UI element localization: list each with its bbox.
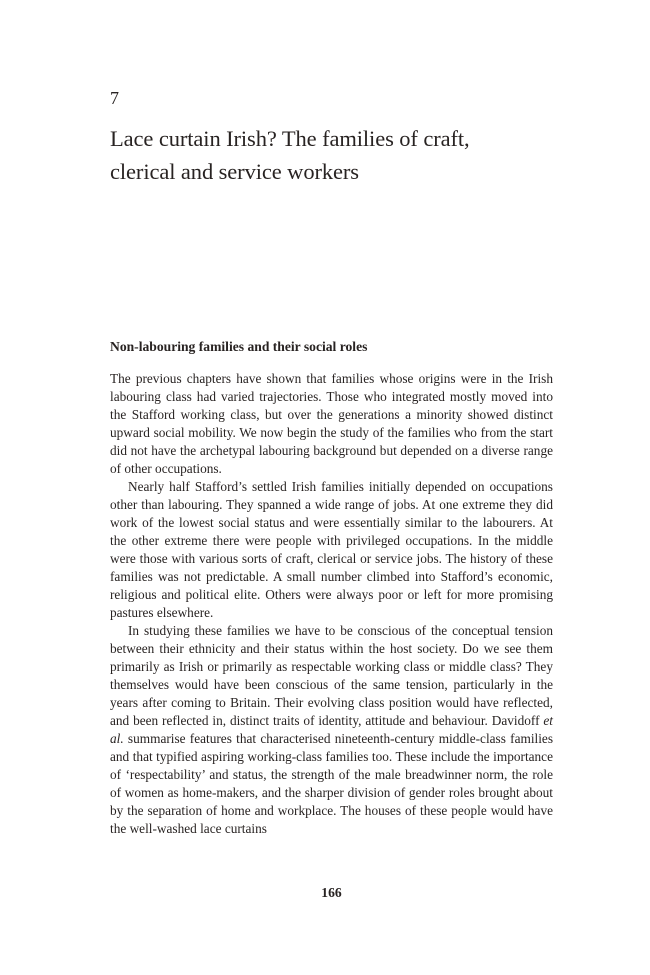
chapter-title <box>110 122 580 188</box>
chapter-title-line-1: Lace curtain Irish? The families of craft, <box>110 126 470 151</box>
paragraph-2: Nearly half Stafford’s settled Irish families initially depended on occupations other than labouring. They spanned a wide range of jobs. At one extreme they did work of the lowest social status and were essentially similar to the labourers. At the other extreme there were people with privileged occupations. In the middle were those with various sorts of craft, clerical or service jobs. The history of these families was not predictable. A small number climbed into Stafford’s economic, religious and political elite. Others were always poor or left for more promising pastures elsewhere. <box>110 479 553 620</box>
paragraph-3-text-after-citation: summarise features that characterised nineteenth-century middle-class families and that typified aspiring working-class families too. These include the importance of ‘respectability’ and status, the strength of the male breadwinner norm, the role of women as home-makers, and the sharper division of gender roles brought about by the separation of home and workplace. The houses of these people would have the well-washed lace curtains <box>110 731 553 836</box>
paragraph-3-text-before-citation: In studying these families we have to be conscious of the conceptual tension between their ethnicity and their status within the host society. Do we see them primarily as Irish or primarily as respectable working class or middle class? They themselves would have been conscious of the same tension, particularly in the years after coming to Britain. Their evolving class position would have reflected, and been reflected in, distinct traits of identity, attitude and behaviour. Davidoff <box>110 623 553 728</box>
body-text <box>110 370 553 838</box>
page-number: 166 <box>321 885 342 900</box>
chapter-title-line-2: clerical and service workers <box>110 159 359 184</box>
section-heading: Non-labouring families and their social roles <box>110 339 368 354</box>
paragraph-3-et-al-citation: et al. <box>110 713 553 746</box>
paragraph-1: The previous chapters have shown that families whose origins were in the Irish labouring class had varied trajectories. Those who integrated mostly moved into the Stafford working class, but over the generations a minority showed distinct upward social mobility. We now begin the study of the families who from the start did not have the archetypal labouring background but depended on a diverse range of other occupations. <box>110 371 553 476</box>
paragraph-3 <box>110 622 553 838</box>
chapter-number: 7 <box>110 88 119 108</box>
